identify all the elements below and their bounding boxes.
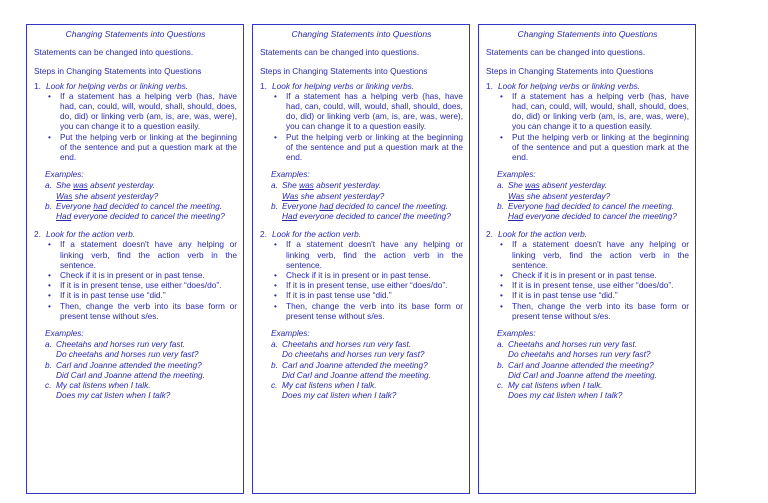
example-letter: b. [271,359,278,370]
bullet-item: • If it is in present tense, use either “does/do”. [48,280,237,290]
example-letter: b. [497,359,504,370]
bullet-item: • If a statement has a helping verb (has, have had, can, could, will, would, shall, should, does, do, did) or linking verb (am, is, are, was, were), you can change it to a question easily. [274,91,463,132]
helping-verb: had [545,200,560,211]
bullet-item: • Put the helping verb or linking at the beginning of the sentence and put a question mark at the end. [48,132,237,163]
example-question: Does my cat listen when I talk? [282,390,397,401]
example-statement: She was absent yesterday. [282,180,382,191]
example-item [45,201,237,221]
helping-verb: Had [282,211,298,222]
example-question: Was she absent yesterday? [282,190,385,201]
step-1-bullets [34,91,237,162]
example-question: Did Carl and Joanne attend the meeting. [508,369,657,380]
bullet-item: • Put the helping verb or linking at the beginning of the sentence and put a question mark at the end. [500,132,689,163]
example-statement: Cheetahs and horses run very fast. [508,339,638,350]
example-letter: c. [497,380,504,391]
example-item [45,339,237,359]
example-letter: a. [271,180,278,191]
example-statement: She was absent yesterday. [56,180,156,191]
bullet-item: • If a statement doesn't have any helping or linking verb, find the action verb in the sentence. [274,239,463,270]
bullet-item: • If it is in past tense use “did.” [48,290,237,300]
bullet-item: • If a statement doesn't have any helping or linking verb, find the action verb in the sentence. [48,239,237,270]
step-2-bullets [486,239,689,321]
examples-label: Examples: [45,169,84,180]
bullet-item: • If it is in present tense, use either “does/do”. [274,280,463,290]
step-1 [34,81,237,222]
example-question: Had everyone decided to cancel the meeting? [508,211,677,222]
example-item [271,380,463,400]
helping-verb: had [319,200,334,211]
example-question: Was she absent yesterday? [508,190,611,201]
helping-verb: Had [56,211,72,222]
example-statement: Carl and Joanne attended the meeting? [508,359,654,370]
example-statement: Cheetahs and horses run very fast. [282,339,412,350]
example-item [497,339,689,359]
example-statement: Everyone had decided to cancel the meeting. [282,200,449,211]
step-1 [260,81,463,222]
step-heading-text: Look for the action verb. [46,229,136,240]
example-letter: b. [497,200,504,211]
bullet-item: • If a statement has a helping verb (has, have had, can, could, will, would, shall, should, does, do, did) or linking verb (am, is, are, was, were), you can change it to a question easily. [500,91,689,132]
step-number: 2. [34,229,41,240]
step-1-heading [260,81,463,91]
example-item [271,360,463,380]
example-statement: My cat listens when I talk. [282,380,377,391]
example-letter: a. [45,180,52,191]
steps-heading: Steps in Changing Statements into Questions [34,66,202,77]
step-number: 2. [486,229,493,240]
example-letter: b. [271,200,278,211]
example-question: Does my cat listen when I talk? [508,390,623,401]
step-heading-text: Look for the action verb. [272,229,362,240]
example-question: Do cheetahs and horses run very fast? [508,349,651,360]
example-item [497,380,689,400]
bullet-item: • Then, change the verb into its base form or present tense without s/es. [48,301,237,321]
helping-verb: was [73,180,88,191]
step-2-examples [271,328,463,400]
example-statement: She was absent yesterday. [508,180,608,191]
example-question: Was she absent yesterday? [56,190,159,201]
step-2-heading [260,229,463,239]
bullet-item: • If it is in past tense use “did.” [274,290,463,300]
helping-verb: had [93,200,108,211]
step-2-bullets [34,239,237,321]
helping-verb: Had [508,211,524,222]
intro-text: Statements can be changed into questions. [34,47,194,58]
example-letter: c. [45,380,52,391]
step-number: 2. [260,229,267,240]
example-letter: a. [497,339,504,350]
example-question: Did Carl and Joanne attend the meeting. [282,369,431,380]
helping-verb: was [525,180,540,191]
step-1-examples [271,169,463,221]
example-statement: My cat listens when I talk. [508,380,603,391]
handout-card [478,24,696,494]
examples-label: Examples: [45,328,84,339]
bullet-item: • Then, change the verb into its base form or present tense without s/es. [274,301,463,321]
example-item [497,360,689,380]
example-letter: a. [497,180,504,191]
bullet-item: • If it is in past tense use “did.” [500,290,689,300]
card-title: Changing Statements into Questions [65,29,206,39]
example-statement: Carl and Joanne attended the meeting? [282,359,428,370]
step-1-heading [34,81,237,91]
step-1 [486,81,689,222]
examples-label: Examples: [497,169,536,180]
step-1-heading [486,81,689,91]
bullet-item: • If a statement has a helping verb (has, have had, can, could, will, would, shall, should, does, do, did) or linking verb (am, is, are, was, were), you can change it to a question easily. [48,91,237,132]
example-statement: Carl and Joanne attended the meeting? [56,359,202,370]
handout-card [252,24,470,494]
examples-label: Examples: [271,169,310,180]
example-item [45,360,237,380]
example-question: Had everyone decided to cancel the meeting? [282,211,451,222]
steps-heading: Steps in Changing Statements into Questions [260,66,428,77]
example-letter: c. [271,380,278,391]
step-2 [486,229,689,400]
handout-card [26,24,244,494]
step-1-examples [497,169,689,221]
example-question: Had everyone decided to cancel the meeting? [56,211,225,222]
example-statement: Everyone had decided to cancel the meeting. [508,200,675,211]
bullet-item: • Check if it is in present or in past tense. [274,270,463,280]
example-statement: My cat listens when I talk. [56,380,151,391]
example-item [497,201,689,221]
intro-text: Statements can be changed into questions. [260,47,420,58]
example-item [271,201,463,221]
example-item [45,380,237,400]
example-item [45,180,237,200]
step-1-bullets [486,91,689,162]
helping-verb: was [299,180,314,191]
step-number: 1. [34,80,41,91]
bullet-item: • Then, change the verb into its base form or present tense without s/es. [500,301,689,321]
bullet-item: • If it is in present tense, use either “does/do”. [500,280,689,290]
example-item [271,180,463,200]
step-heading-text: Look for the action verb. [498,229,588,240]
example-question: Do cheetahs and horses run very fast? [56,349,199,360]
example-letter: b. [45,200,52,211]
bullet-item: • If a statement doesn't have any helping or linking verb, find the action verb in the sentence. [500,239,689,270]
bullet-item: • Check if it is in present or in past tense. [500,270,689,280]
card-title: Changing Statements into Questions [291,29,432,39]
bullet-item: • Put the helping verb or linking at the beginning of the sentence and put a question mark at the end. [274,132,463,163]
step-1-examples [45,169,237,221]
step-heading-text: Look for helping verbs or linking verbs. [498,80,641,91]
example-letter: b. [45,359,52,370]
steps-heading: Steps in Changing Statements into Questions [486,66,654,77]
step-1-bullets [260,91,463,162]
step-2-examples [45,328,237,400]
example-item [497,180,689,200]
step-2-examples [497,328,689,400]
examples-label: Examples: [497,328,536,339]
intro-text: Statements can be changed into questions. [486,47,646,58]
step-2 [260,229,463,400]
example-question: Did Carl and Joanne attend the meeting. [56,369,205,380]
step-number: 1. [486,80,493,91]
step-heading-text: Look for helping verbs or linking verbs. [272,80,415,91]
helping-verb: Was [508,190,525,201]
example-statement: Cheetahs and horses run very fast. [56,339,186,350]
example-question: Do cheetahs and horses run very fast? [282,349,425,360]
card-title: Changing Statements into Questions [517,29,658,39]
step-number: 1. [260,80,267,91]
bullet-item: • Check if it is in present or in past tense. [48,270,237,280]
step-heading-text: Look for helping verbs or linking verbs. [46,80,189,91]
example-letter: a. [45,339,52,350]
example-letter: a. [271,339,278,350]
step-2-heading [34,229,237,239]
helping-verb: Was [282,190,299,201]
step-2 [34,229,237,400]
example-statement: Everyone had decided to cancel the meeting. [56,200,223,211]
helping-verb: Was [56,190,73,201]
step-2-bullets [260,239,463,321]
examples-label: Examples: [271,328,310,339]
example-question: Does my cat listen when I talk? [56,390,171,401]
step-2-heading [486,229,689,239]
example-item [271,339,463,359]
